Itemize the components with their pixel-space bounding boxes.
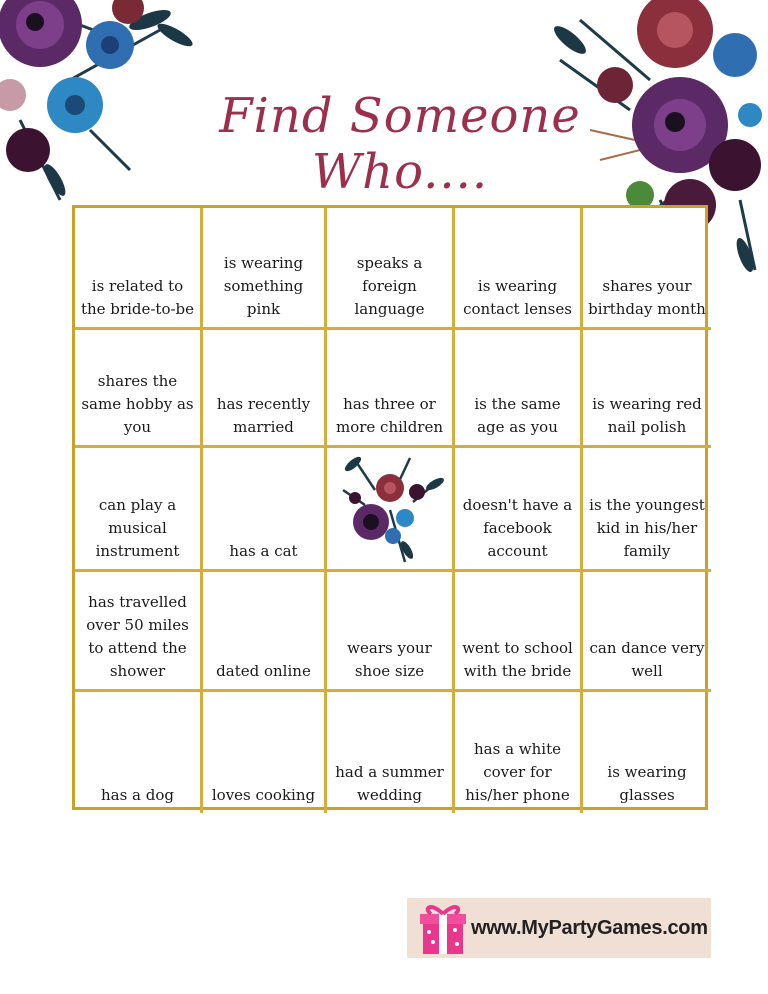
grid-cell: has a cat — [203, 448, 327, 572]
free-space-cell — [327, 448, 455, 572]
grid-cell: loves cooking — [203, 692, 327, 813]
grid-cell: had a summer wedding — [327, 692, 455, 813]
grid-cell: speaks a foreign language — [327, 208, 455, 330]
grid-cell: went to school with the bride — [455, 572, 583, 692]
grid-cell: can dance very well — [583, 572, 711, 692]
grid-cell: wears your shoe size — [327, 572, 455, 692]
grid-cell: has a dog — [75, 692, 203, 813]
grid-cell: has travelled over 50 miles to attend the shower — [75, 572, 203, 692]
grid-cell: is the same age as you — [455, 330, 583, 448]
grid-cell: has three or more children — [327, 330, 455, 448]
floral-bouquet-icon — [335, 450, 445, 568]
grid-cell: has a white cover for his/her phone — [455, 692, 583, 813]
grid-cell: is wearing red nail polish — [583, 330, 711, 448]
grid-cell: is related to the bride-to-be — [75, 208, 203, 330]
grid-cell: doesn't have a facebook account — [455, 448, 583, 572]
grid-cell: is wearing something pink — [203, 208, 327, 330]
website-link[interactable]: www.MyPartyGames.com — [471, 916, 708, 939]
page-title: Find Someone Who.... — [219, 88, 581, 200]
grid-cell: has recently married — [203, 330, 327, 448]
grid-cell: can play a musical instrument — [75, 448, 203, 572]
footer-banner — [407, 898, 711, 958]
grid-cell: shares your birthday month — [583, 208, 711, 330]
bingo-grid — [72, 205, 708, 810]
grid-cell: is wearing contact lenses — [455, 208, 583, 330]
grid-cell: dated online — [203, 572, 327, 692]
grid-cell: is wearing glasses — [607, 763, 687, 804]
grid-cell: shares the same hobby as you — [75, 330, 203, 448]
grid-cell: is the youngest kid in his/her family — [583, 448, 711, 572]
gift-box-icon — [417, 900, 469, 956]
